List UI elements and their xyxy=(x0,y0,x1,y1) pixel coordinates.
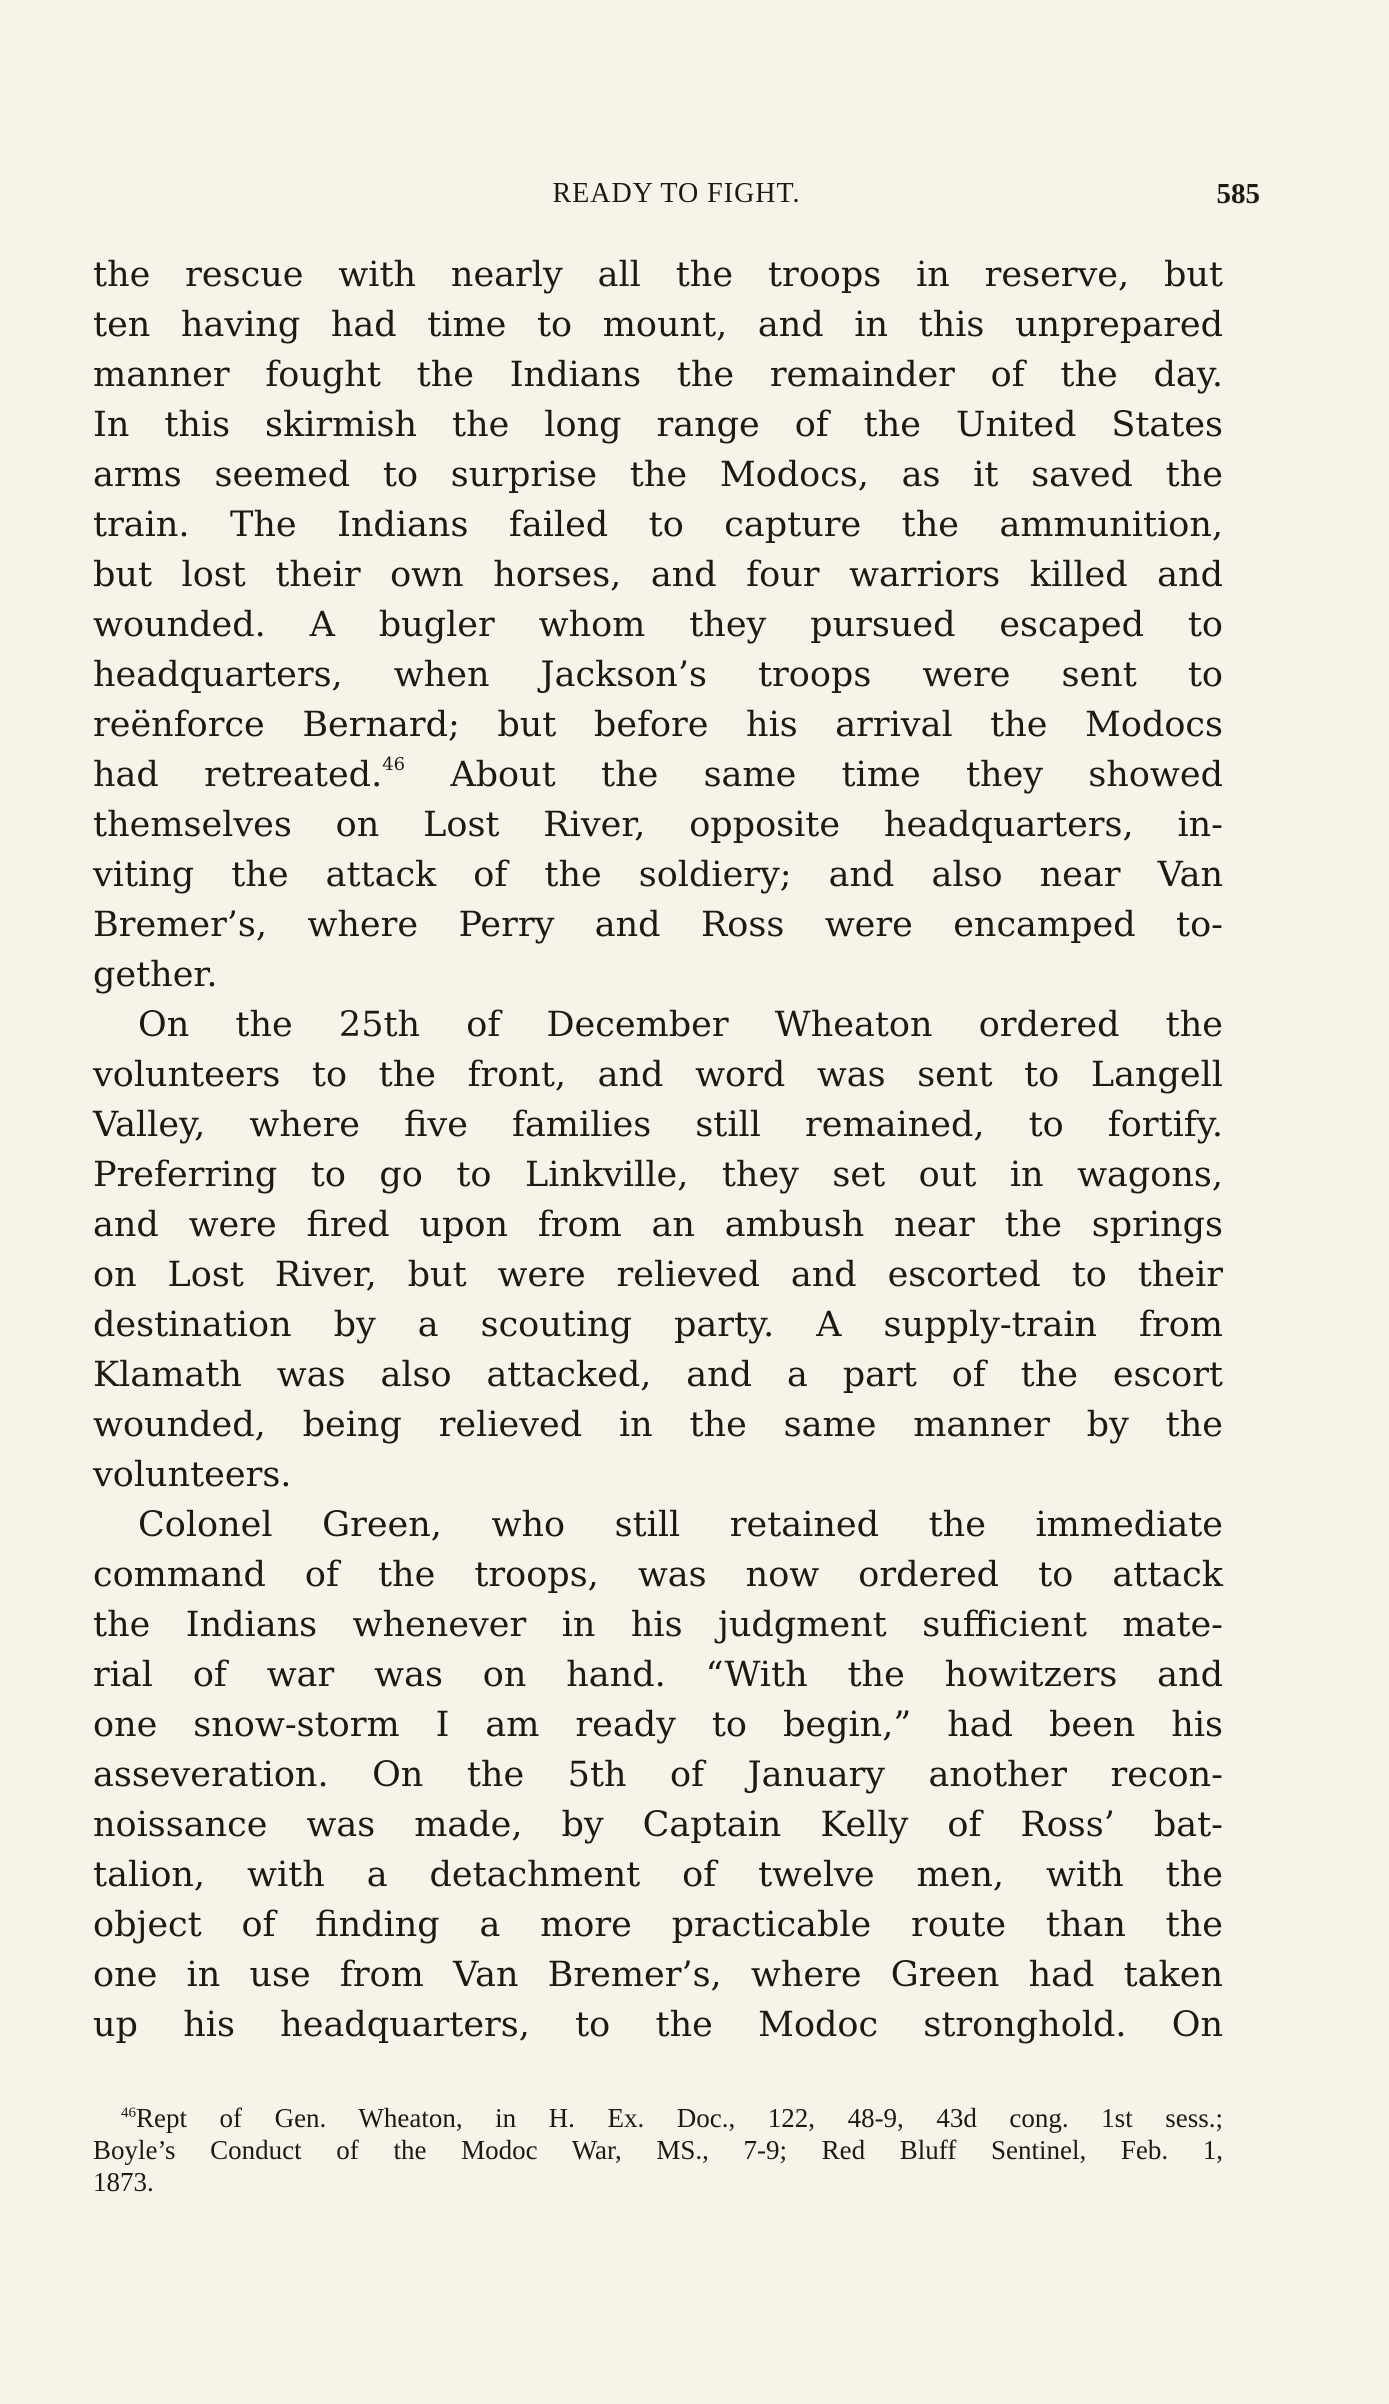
text-line: ten having had time to mount, and in this unprepared xyxy=(93,305,1223,345)
text-line: reënforce Bernard; but before his arrival the Modocs xyxy=(93,705,1223,745)
footnote-reference: 46 xyxy=(382,754,406,775)
text-line: noissance was made, by Captain Kelly of Ross’ bat- xyxy=(93,1805,1223,1845)
text-line: Klamath was also attacked, and a part of the escort xyxy=(93,1355,1223,1395)
footnote-marker: 46 xyxy=(121,2105,136,2121)
text-line: viting the attack of the soldiery; and also near Van xyxy=(93,855,1223,895)
page-number: 585 xyxy=(1216,178,1260,210)
running-head: READY TO FIGHT. xyxy=(552,178,801,209)
page-header xyxy=(93,172,1260,212)
text-line: Valley, where five families still remained, to fortify. xyxy=(93,1105,1223,1145)
footnote-line xyxy=(93,2102,1223,2134)
text-line: Preferring to go to Linkville, they set out in wagons, xyxy=(93,1155,1223,1195)
text-line: Bremer’s, where Perry and Ross were encamped to- xyxy=(93,905,1223,945)
text-line: but lost their own horses, and four warriors killed and xyxy=(93,555,1223,595)
text-line: one snow-storm I am ready to begin,” had been his xyxy=(93,1705,1223,1745)
text-line: volunteers. xyxy=(93,1455,292,1495)
paragraph-start: Colonel Green, who still retained the immediate xyxy=(138,1505,1223,1545)
footnotes xyxy=(93,2102,1223,2198)
text-line: wounded. A bugler whom they pursued escaped to xyxy=(93,605,1223,645)
text-line: train. The Indians failed to capture the ammunition, xyxy=(93,505,1223,545)
text-line: on Lost River, but were relieved and escorted to their xyxy=(93,1255,1223,1295)
text-line: rial of war was on hand. “With the howitzers and xyxy=(93,1655,1223,1695)
text-line: the rescue with nearly all the troops in reserve, but xyxy=(93,255,1223,295)
text-line: wounded, being relieved in the same manner by the xyxy=(93,1405,1223,1445)
text-line: one in use from Van Bremer’s, where Green had taken xyxy=(93,1955,1223,1995)
text-line-with-footnote-ref xyxy=(93,750,1223,800)
text-line: the Indians whenever in his judgment sufficient mate- xyxy=(93,1605,1223,1645)
text-segment: had retreated. xyxy=(93,755,383,795)
text-line: headquarters, when Jackson’s troops were sent to xyxy=(93,655,1223,695)
text-line: command of the troops, was now ordered to attack xyxy=(93,1555,1223,1595)
text-line: and were fired upon from an ambush near the springs xyxy=(93,1205,1223,1245)
text-segment: About the same time they showed xyxy=(405,755,1223,795)
footnote-line: 1873. xyxy=(93,2167,154,2197)
text-line: asseveration. On the 5th of January another recon- xyxy=(93,1755,1223,1795)
text-line: manner fought the Indians the remainder of the day. xyxy=(93,355,1223,395)
text-line: object of finding a more practicable route than the xyxy=(93,1905,1223,1945)
text-line: talion, with a detachment of twelve men, with the xyxy=(93,1855,1223,1895)
text-line: destination by a scouting party. A supply-train from xyxy=(93,1305,1223,1345)
text-line: arms seemed to surprise the Modocs, as it saved the xyxy=(93,455,1223,495)
text-line: volunteers to the front, and word was sent to Langell xyxy=(93,1055,1223,1095)
text-line: gether. xyxy=(93,955,218,995)
text-line: themselves on Lost River, opposite headquarters, in- xyxy=(93,805,1223,845)
text-line: In this skirmish the long range of the United States xyxy=(93,405,1223,445)
footnote-line: Boyle’s Conduct of the Modoc War, MS., 7-9; Red Bluff Sentinel, Feb. 1, xyxy=(93,2135,1223,2165)
paragraph-start: On the 25th of December Wheaton ordered the xyxy=(138,1005,1223,1045)
footnote-text: Rept of Gen. Wheaton, in H. Ex. Doc., 122, 48-9, 43d cong. 1st sess.; xyxy=(136,2103,1223,2133)
body-text xyxy=(93,250,1223,2050)
text-line: up his headquarters, to the Modoc stronghold. On xyxy=(93,2005,1223,2045)
